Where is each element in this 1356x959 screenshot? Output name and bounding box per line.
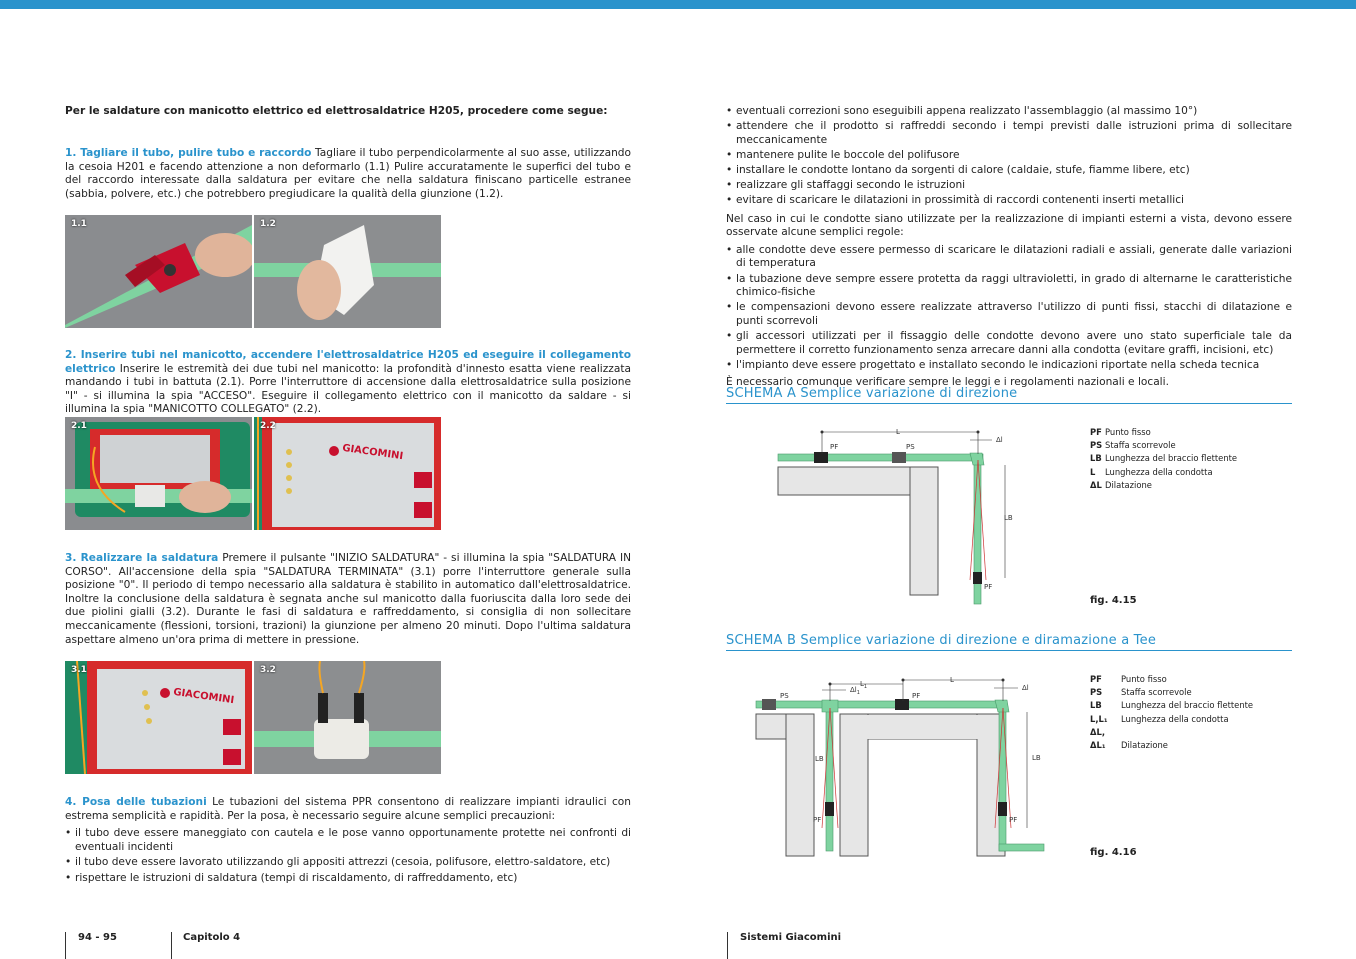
outdoor-rules-list (726, 244, 1292, 372)
step-3-text: Premere il pulsante "INIZIO SALDATURA" - si illumina la spia "SALDATURA IN CORSO". All'accensione della spia "SALDATURA TERMINATA" (3.1) porre l'interruttore generale sulla posizione "0". Il periodo di tempo necessario alla saldatura è stabilito in automatico dall'elettrosaldatrice. Inoltre la conclusione della saldatura è segnata anche sul manicotto dalla fuoriuscita dalla loro sede dei due piolini gialli (3.2). Durante le fasi di saldatura e raffreddamento, si consiglia di non sollecitare meccanicamente (flessioni, torsioni, trazioni) la giunzione per almeno 20 minuti. Dopo l'ultima saldatura aspettare almeno un'ora prima di mettere in pressione. (65, 552, 631, 646)
step-4-text: Le tubazioni del sistema PPR consentono di realizzare impianti idraulici con estrema semplicità e rapidità. Per la posa, è necessario seguire alcune semplici precauzioni: (65, 796, 631, 822)
step-3 (65, 552, 631, 647)
legend-row: PF Punto fisso (1090, 674, 1167, 684)
legend-row: L,L₁ Lunghezza della condotta (1090, 713, 1229, 724)
top-accent-bar (0, 0, 1356, 9)
schema-a-label-ps: PS (906, 443, 915, 451)
precautions-list (726, 105, 1292, 208)
footer-page-numbers: 94 - 95 (78, 932, 117, 943)
inserting-pipes-image (65, 417, 252, 530)
schema-a-label-pf-bottom: PF (984, 583, 993, 591)
cleaning-pipe-image (254, 215, 441, 328)
step-1 (65, 147, 631, 201)
list-item: • alle condotte deve essere permesso di scaricare le dilatazioni radiali e assiali, generate dalle variazioni di temperatura (726, 244, 1292, 271)
photo-1-2-number: 1.2 (260, 219, 276, 229)
figure-caption-4-15: fig. 4.15 (1090, 595, 1137, 606)
schema-b-label-lb-left: LB (815, 755, 824, 763)
right-text-block (726, 105, 1292, 390)
intro-heading: Per le saldature con manicotto elettrico ed elettrosaldatrice H205, procedere come segue: (65, 105, 608, 117)
list-item: • realizzare gli staffaggi secondo le istruzioni (726, 179, 1292, 193)
list-item: • il tubo deve essere lavorato utilizzando gli appositi attrezzi (cesoia, polifusore, elettro-saldatore, etc) (65, 856, 631, 870)
schema-b-label-lb-right: LB (1032, 754, 1041, 762)
step-1-paragraph (65, 147, 631, 201)
step-2-text: Inserire le estremità dei due tubi nel manicotto: la profondità d'innesto esatta viene realizzata mandando i tubi in battuta (2.1). Porre l'interruttore di accensione dalla elettrosaldatrice sulla posizione "I" - si illumina la spia "ACCESO". Eseguire il collegamento elettrico con il manicotto da saldare - si illumina la spia "MANICOTTO COLLEGATO" (2.2). (65, 362, 631, 416)
list-item: • mantenere pulite le boccole del polifusore (726, 149, 1292, 163)
figure-caption-4-16: fig. 4.16 (1090, 847, 1137, 858)
brand-logo-2-2: GIACOMINI (341, 442, 404, 463)
cutting-pipe-image (65, 215, 252, 328)
photo-2-1-number: 2.1 (71, 421, 87, 431)
welding-complete-image (65, 661, 252, 774)
schema-b-label-pf: PF (912, 692, 921, 700)
list-item: • gli accessori utilizzati per il fissaggio delle condotte devono avere uno stato superficiale tale da permettere il corretto funzionamento senza arrecare danni alla condotta (evitare graffi, incisioni, etc) (726, 330, 1292, 357)
schema-b-label-l1: $L_1$ (860, 680, 868, 690)
schema-a-diagram (760, 420, 1060, 610)
schema-b-label-pf-right: PF (1009, 816, 1018, 824)
schema-b-legend (1090, 673, 1253, 752)
brand-logo-3-1: GIACOMINI (172, 686, 235, 707)
photo-3-2 (254, 661, 441, 774)
schema-a-label-dl: Δl (996, 436, 1003, 444)
schema-b-label-ps: PS (780, 692, 789, 700)
step-1-text: Tagliare il tubo perpendicolarmente al suo asse, utilizzando la cesoia H201 e facendo attenzione a non deformarlo (1.1) Pulire accuratamente le superfici del tubo e del raccordo interessate dalla saldatura per evitare che nella saldatura finiscano particelle estranee (sabbia, polvere, etc.) che potrebbero pregiudicare la qualità della giunzione (1.2). (65, 147, 631, 200)
schema-b-label-dl: Δl (1022, 684, 1029, 692)
step-2 (65, 349, 631, 417)
schema-b-label-pf-left: PF (813, 816, 822, 824)
footer-brand: Sistemi Giacomini (740, 932, 842, 943)
schema-b-label-l: L (950, 676, 954, 684)
photo-1-1-number: 1.1 (71, 219, 87, 229)
welder-panel-image (254, 417, 441, 530)
list-item: • la tubazione deve sempre essere protetta da raggi ultravioletti, in grado di alternarne le caratteristiche chimico-fisiche (726, 273, 1292, 300)
list-item: • evitare di scaricare le dilatazioni in prossimità di raccordi contenenti inserti metallici (726, 194, 1292, 208)
step-1-photos (65, 215, 441, 328)
step-4-list (65, 827, 631, 885)
schema-a-legend (1090, 426, 1237, 492)
list-item: • il tubo deve essere maneggiato con cautela e le pose vanno opportunamente protette nei confronti di eventuali incidenti (65, 827, 631, 854)
photo-2-2 (254, 417, 441, 530)
step-2-photos (65, 417, 441, 530)
step-4-paragraph (65, 796, 631, 823)
step-4-title: 4. Posa delle tubazioni (65, 796, 207, 808)
legend-row: LB Lunghezza del braccio flettente (1090, 453, 1238, 464)
schema-a-title: SCHEMA A Semplice variazione di direzione (726, 386, 1292, 404)
photo-3-1 (65, 661, 252, 774)
legend-row: PS Staffa scorrevole (1090, 440, 1176, 451)
step-3-title: 3. Realizzare la saldatura (65, 552, 219, 564)
schema-b-label-dl1: $\Delta l_1$ (850, 686, 860, 696)
photo-2-2-number: 2.2 (260, 421, 276, 431)
legend-row: ΔL, ΔL₁ Dilatazione (1090, 726, 1168, 751)
welded-coupling-image (254, 661, 441, 774)
schema-b-title: SCHEMA B Semplice variazione di direzione e diramazione a Tee (726, 633, 1292, 651)
photo-3-1-number: 3.1 (71, 665, 87, 675)
schema-a-label-pf: PF (830, 443, 839, 451)
footer-chapter: Capitolo 4 (183, 932, 241, 943)
footer-divider (65, 932, 66, 959)
step-1-title: 1. Tagliare il tubo, pulire tubo e raccordo (65, 147, 312, 159)
legend-row: L Lunghezza della condotta (1090, 466, 1213, 477)
step-3-paragraph (65, 552, 631, 647)
photo-1-2 (254, 215, 441, 328)
step-2-title: 2. Inserire tubi nel manicotto, accendere l'elettrosaldatrice H205 ed eseguire il collegamento elettrico (65, 349, 631, 375)
legend-row: ΔL Dilatazione (1090, 479, 1152, 490)
schema-a-label-l: L (896, 428, 900, 436)
regulations-paragraph: È necessario comunque verificare sempre le leggi e i regolamenti nazionali e locali. (726, 376, 1169, 389)
footer-divider (171, 932, 172, 959)
list-item: • le compensazioni devono essere realizzate attraverso l'utilizzo di punti fissi, stacchi di dilatazione e punti scorrevoli (726, 301, 1292, 328)
schema-a-label-lb: LB (1004, 514, 1013, 522)
list-item: • attendere che il prodotto si raffreddi secondo i tempi previsti dalle istruzioni prima di sollecitare meccanicamente (726, 120, 1292, 147)
legend-row: LB Lunghezza del braccio flettente (1090, 700, 1254, 711)
outdoor-intro-paragraph: Nel caso in cui le condotte siano utilizzate per la realizzazione di impianti esterni a vista, devono essere osservate alcune semplici regole: (726, 212, 1292, 239)
schema-b-diagram (750, 668, 1060, 863)
list-item: • installare le condotte lontano da sorgenti di calore (caldaie, stufe, fiamme libere, etc) (726, 164, 1292, 178)
list-item: • rispettare le istruzioni di saldatura (tempi di riscaldamento, di raffreddamento, etc) (65, 872, 631, 886)
legend-row: PF Punto fisso (1090, 427, 1151, 437)
legend-row: PS Staffa scorrevole (1090, 687, 1192, 698)
photo-1-1 (65, 215, 252, 328)
step-2-paragraph (65, 349, 631, 417)
footer-divider (727, 932, 728, 959)
photo-3-2-number: 3.2 (260, 665, 276, 675)
photo-2-1 (65, 417, 252, 530)
step-3-photos (65, 661, 441, 774)
list-item: • l'impianto deve essere progettato e installato secondo le indicazioni riportate nella scheda tecnica (726, 359, 1292, 373)
step-4 (65, 796, 631, 886)
list-item: • eventuali correzioni sono eseguibili appena realizzato l'assemblaggio (al massimo 10°) (726, 105, 1292, 119)
